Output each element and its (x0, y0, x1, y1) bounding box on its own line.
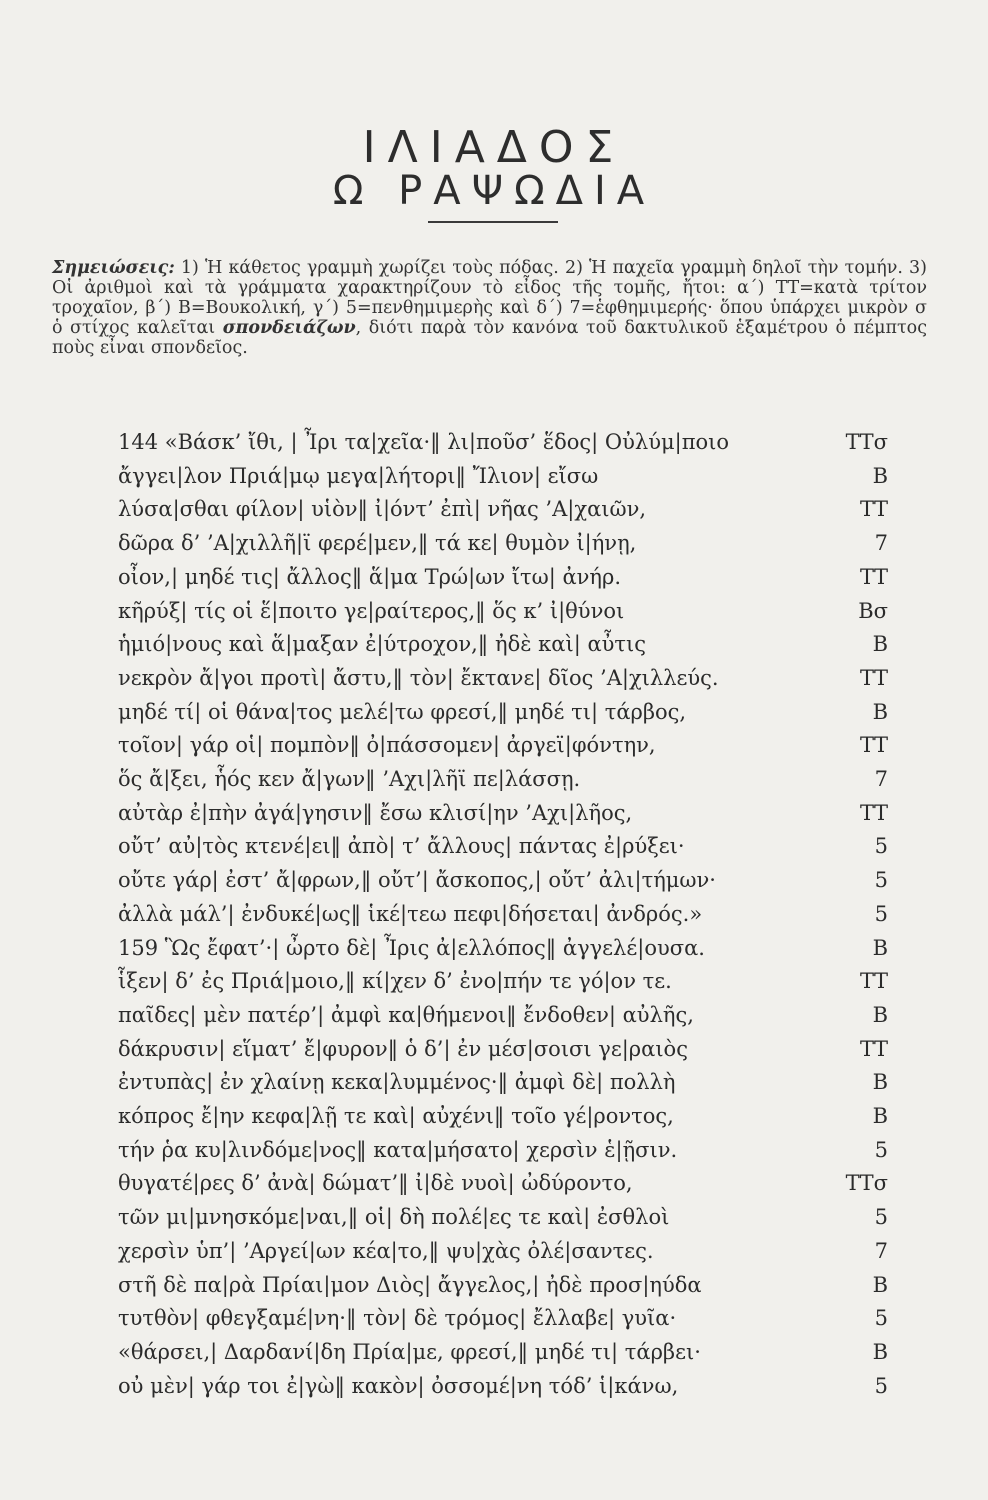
caesura-mark: Β (872, 632, 888, 657)
caesura-mark: Β (872, 1104, 888, 1128)
verse-line (118, 831, 888, 861)
caesura-mark: ΤΤσ (845, 430, 888, 454)
verse-line (118, 629, 888, 659)
caesura-mark: 5 (874, 834, 888, 859)
verse-text: παῖδες| μὲν πατέρ’| ἀμφὶ κα|θήμενοι‖ ἔνδοθεν| αὐλῆς, (118, 1002, 694, 1027)
verse-text: οὔτε γάρ| ἐστ’ ἄ|φρων,‖ οὔτ’| ἄσκοπος,| οὔτ’ ἀλι|τήμων· (118, 868, 716, 893)
notes-paragraph (52, 258, 927, 358)
caesura-mark: Β (872, 935, 888, 960)
verse-line (118, 865, 888, 895)
verse-text: τῶν μι|μνησκόμε|ναι,‖ οἱ| δὴ πολέ|ες τε καὶ| ἐσθλοὶ (118, 1205, 670, 1230)
verse-text: θυγατέ|ρες δ’ ἀνὰ| δώματ’‖ ἰ|δὲ νυοὶ| ὠδύροντο, (118, 1171, 633, 1196)
verse-text: ἀλλὰ μάλ’| ἐνδυκέ|ως‖ ἱκέ|τεω πεφι|δήσεται| ἀνδρός.» (118, 901, 703, 926)
verse-line (118, 899, 888, 929)
verse-text: κόπρος ἔ|ην κεφα|λῇ τε καὶ| αὐχένι‖ τοῖο γέ|ροντος, (118, 1104, 674, 1128)
verse-text: ἐντυπὰς| ἐν χλαίνῃ κεκα|λυμμένος·‖ ἀμφὶ δὲ| πολλὴ (118, 1070, 676, 1095)
verse-line (118, 1168, 888, 1198)
caesura-mark: 5 (874, 1205, 888, 1230)
verse-text: «θάρσει,| Δαρδανί|δη Πρία|με, φρεσί,‖ μηδέ τι| τάρβει· (118, 1339, 701, 1364)
caesura-mark: 5 (874, 868, 888, 893)
verse-text: ἡμιό|νους καὶ ἅ|μαξαν ἐ|ύτροχον,‖ ἠδὲ καὶ| αὖτις (118, 632, 647, 657)
verse-line (118, 494, 888, 524)
caesura-mark: Β (872, 699, 888, 724)
verse-text: δῶρα δ’ ’Α|χιλλῆ|ϊ φερέ|μεν,‖ τά κε| θυμὸν ἰ|ήνῃ, (118, 531, 637, 556)
verse-line (118, 966, 888, 996)
verse-line (118, 764, 888, 794)
verse-text: οὐ μὲν| γάρ τοι ἐ|γὼ‖ κακὸν| ὀσσομέ|νη τόδ’ ἱ|κάνω, (118, 1373, 679, 1398)
verse-text: νεκρὸν ἄ|γοι προτὶ| ἄστυ,‖ τὸν| ἔκτανε| δῖος ’Α|χιλλεύς. (118, 665, 719, 690)
verse-line (118, 798, 888, 828)
verse-line (118, 461, 888, 491)
verse-line (118, 1337, 888, 1367)
caesura-mark: ΤΤσ (845, 1171, 888, 1196)
verse-line (118, 1034, 888, 1064)
verse-text: μηδέ τί| οἱ θάνα|τος μελέ|τω φρεσί,‖ μηδέ τι| τάρβος, (118, 699, 687, 724)
caesura-mark: ΤΤ (859, 969, 888, 994)
verse-text: οἶον,| μηδέ τις| ἄλλος‖ ἅ|μα Τρώ|ων ἴτω| ἀνήρ. (118, 564, 622, 589)
verse-text: λύσα|σθαι φίλον| υἱὸν‖ ἰ|όντ’ ἐπὶ| νῆας ’Α|χαιῶν, (118, 497, 647, 522)
caesura-mark: 7 (874, 767, 888, 791)
verse-line (118, 730, 888, 760)
caesura-mark: Β (872, 463, 888, 488)
caesura-mark: ΤΤ (859, 564, 888, 589)
caesura-mark: ΤΤ (859, 497, 888, 522)
verse-text: κῆρύξ| τίς οἱ ἕ|ποιτο γε|ραίτερος,‖ ὅς κ’ ἰ|θύνοι (118, 598, 625, 623)
caesura-mark: 5 (874, 1137, 888, 1162)
verse-line (118, 1202, 888, 1232)
book-title: ΙΛΙΑΔΟΣ (362, 122, 626, 173)
notes-label: Σημειώσεις: (52, 258, 175, 278)
verse-text: στῆ δὲ πα|ρὰ Πρίαι|μον Διὸς| ἄγγελος,| ἠδὲ προσ|ηύδα (118, 1272, 702, 1297)
verse-line (118, 1000, 888, 1030)
caesura-mark: ΤΤ (859, 800, 888, 825)
caesura-mark: Β (872, 1272, 888, 1297)
verse-text: ἷξεν| δ’ ἐς Πριά|μοιο,‖ κί|χεν δ’ ἐνο|πήν τε γό|ον τε. (118, 969, 672, 994)
verse-line (118, 1067, 888, 1097)
verse-text: 159 Ὣς ἔφατ’·| ὦρτο δὲ| Ἶρις ἀ|ελλόπος‖ ἀγγελέ|ουσα. (118, 935, 705, 960)
notes-term: σπονδειάζων (222, 318, 356, 338)
verse-text: χερσὶν ὑπ’| ’Αργεί|ων κέα|το,‖ ψυ|χὰς ὀλέ|σαντες. (118, 1238, 654, 1263)
caesura-mark: 5 (874, 901, 888, 926)
verse-line (118, 1303, 888, 1333)
verse-line (118, 1135, 888, 1165)
verse-text: ὅς ἄ|ξει, ἧός κεν ἄ|γων‖ ’Αχι|λῆϊ πε|λάσσῃ. (118, 767, 581, 791)
verse-text: τήν ῥα κυ|λινδόμε|νος‖ κατα|μήσατο| χερσὶν ἑ|ῇσιν. (118, 1137, 678, 1162)
verse-line (118, 1270, 888, 1300)
caesura-mark: Β (872, 1070, 888, 1095)
verse-text: 144 «Βάσκ’ ἴθι, | Ἶρι τα|χεῖα·‖ λι|ποῦσ’ ἕδος| Οὐλύμ|ποιο (118, 430, 730, 454)
verse-line (118, 1236, 888, 1266)
verse-line (118, 663, 888, 693)
verse-line (118, 427, 888, 457)
title-rule (428, 221, 558, 223)
rhapsody-title: Ω ΡΑΨΩΔΙΑ (332, 168, 656, 214)
verse-text: ἄγγει|λον Πριά|μῳ μεγα|λήτορι‖ Ἴλιον| εἴσω (118, 463, 599, 488)
caesura-mark: 5 (874, 1306, 888, 1331)
verse-line (118, 1371, 888, 1401)
caesura-mark: 7 (874, 531, 888, 556)
verse-line (118, 1101, 888, 1131)
caesura-mark: ΤΤ (859, 733, 888, 758)
caesura-mark: ΤΤ (859, 665, 888, 690)
verse-line (118, 933, 888, 963)
verse-line (118, 596, 888, 626)
notes-tail: , διότι παρὰ τὸν κανόνα τοῦ δακτυλικοῦ ἑξαμέτρου ὁ πέμπτος ποὺς εἶναι σπονδεῖος. (52, 318, 927, 358)
caesura-mark: 7 (874, 1238, 888, 1263)
caesura-mark: ΤΤ (859, 1036, 888, 1061)
caesura-mark: Β (872, 1339, 888, 1364)
caesura-mark: Β (872, 1002, 888, 1027)
verse-line (118, 697, 888, 727)
verse-text: δάκρυσιν| εἵματ’ ἔ|φυρον‖ ὁ δ’| ἐν μέσ|σοισι γε|ραιὸς (118, 1036, 688, 1061)
verse-text: τοῖον| γάρ οἱ| πομπὸν‖ ὀ|πάσσομεν| ἀργεϊ|φόντην, (118, 733, 656, 758)
verse-text: τυτθὸν| φθεγξαμέ|νη·‖ τὸν| δὲ τρόμος| ἔλλαβε| γυῖα· (118, 1306, 677, 1331)
verse-line (118, 528, 888, 558)
notes-text: 1) Ἡ κάθετος γραμμὴ χωρίζει τοὺς πόδας. 2) Ἡ παχεῖα γραμμὴ δηλοῖ τὴν τομήν. 3) Οἱ ἀριθμοὶ καὶ τὰ γράμματα χαρακτηρίζουν τὸ εἶδος τῆς τομῆς, ἤτοι: α΄) ΤΤ=κατὰ τρίτον τροχαῖον, β΄) Β=Βουκολική, γ΄) 5=πενθημιμερὴς καὶ δ΄) 7=ἑφθημιμερής· ὅπου ὑπάρχει μικρὸν σ ὁ στίχος καλεῖται (52, 258, 927, 338)
caesura-mark: 5 (874, 1373, 888, 1398)
verse-line (118, 562, 888, 592)
verse-text: οὔτ’ αὐ|τὸς κτενέ|ει‖ ἀπὸ| τ’ ἄλλους| πάντας ἐ|ρύξει· (118, 834, 685, 859)
caesura-mark: Βσ (858, 598, 888, 623)
verse-text: αὐτὰρ ἐ|πὴν ἀγά|γησιν‖ ἔσω κλισί|ην ’Αχι|λῆος, (118, 800, 633, 825)
